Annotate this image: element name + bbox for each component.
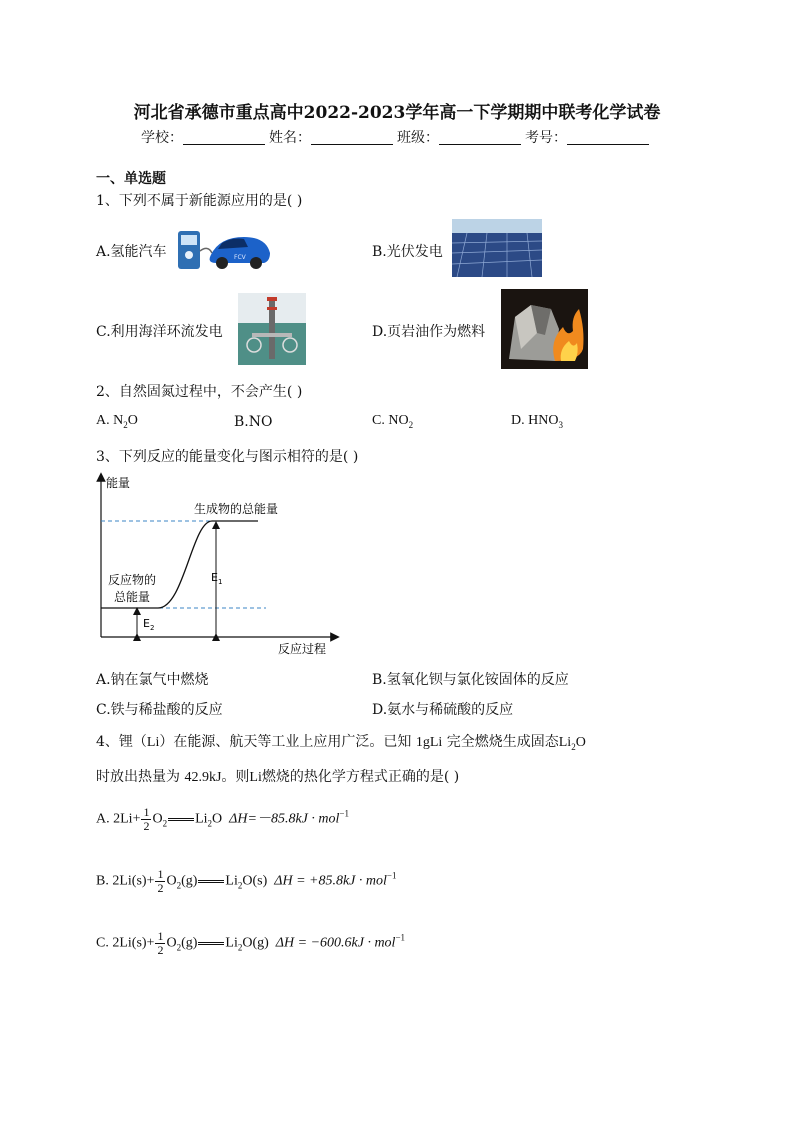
q4-stem-line2: 时放出热量为 42.9kJ。则Li燃烧的热化学方程式正确的是( ) [96,769,460,785]
q1-stem: 1、下列不属于新能源应用的是( ) [96,193,303,209]
shale-oil-burning-image [501,289,588,369]
product-label: 生成物的总能量 [194,502,279,516]
reactant-label-1: 反应物的 [108,573,157,587]
number-blank[interactable] [567,130,649,145]
number-label: 考号： [525,130,567,146]
reactant-label-2: 总能量 [114,590,151,604]
e2-label: $E_2$ [143,617,155,632]
q3-option-d[interactable]: D.氨水与稀硫酸的反应 [372,702,514,718]
q4-option-c[interactable]: C. 2Li(s)+ $\frac{1}{2}$ $O_2(g)$ $Li_2O(g) \Delta H = -600.6kJ \cdot mol^{-1}$ [96,929,406,957]
x-axis-label: 反应过程 [278,642,327,656]
q2-option-a[interactable]: A. $N_2O$ [96,413,138,430]
q3-option-b[interactable]: B.氢氧化钡与氯化铵固体的反应 [372,672,569,688]
name-label: 姓名： [269,130,311,146]
q1-option-d[interactable]: D.页岩油作为燃料 [372,324,486,340]
student-info-line [0,127,794,147]
q2-d-label: D. [511,413,525,428]
q4-stem-line1: 4、锂（Li）在能源、航天等工业上应用广泛。已知 1gLi 完全燃烧生成固态$Li_2O$ [96,734,586,752]
y-axis-label: 能量 [106,476,131,490]
q1-option-a[interactable]: A.氢能汽车 [96,244,167,260]
class-label: 班级： [397,130,439,146]
q2-option-d[interactable]: D. $HNO_3$ [511,413,563,430]
q3-option-c[interactable]: C.铁与稀盐酸的反应 [96,702,223,718]
svg-text:FCV: FCV [234,254,246,261]
q2-c-label: C. [372,413,385,428]
q2-stem: 2、自然固氮过程中，不会产生( ) [96,384,303,400]
q1-option-c[interactable]: C.利用海洋环流发电 [96,324,223,340]
page-title: 河北省承德市重点高中2022-2023学年高一下学期期中联考化学试卷 [133,103,661,123]
name-blank[interactable] [311,130,393,145]
energy-diagram [92,471,342,661]
school-blank[interactable] [183,130,265,145]
solar-panel-image [452,219,542,277]
q2-a-label: A. [96,413,110,428]
q4-option-b[interactable]: B. 2Li(s)+ $\frac{1}{2}$ $O_2(g)$ $Li_2O(s) \Delta H = +85.8kJ \cdot mol^{-1}$ [96,867,397,895]
q2-option-c[interactable]: C. $NO_2$ [372,413,414,430]
school-label: 学校： [141,130,183,146]
q1-option-b[interactable]: B.光伏发电 [372,244,443,260]
section-heading: 一、单选题 [96,171,166,187]
q4-option-a[interactable]: A. 2Li+ $\frac{1}{2}$ $O_2$ $Li_2O$ ΔH=－85.8kJ · mol$^{-1}$ [96,805,349,833]
q3-option-a[interactable]: A.钠在氯气中燃烧 [96,672,209,688]
e1-label: $E_1$ [211,571,223,586]
ocean-current-turbine-image [238,293,306,365]
hydrogen-car-image [176,221,272,273]
class-blank[interactable] [439,130,521,145]
q2-option-b[interactable]: B.NO [234,414,273,430]
q3-stem: 3、下列反应的能量变化与图示相符的是( ) [96,449,359,465]
